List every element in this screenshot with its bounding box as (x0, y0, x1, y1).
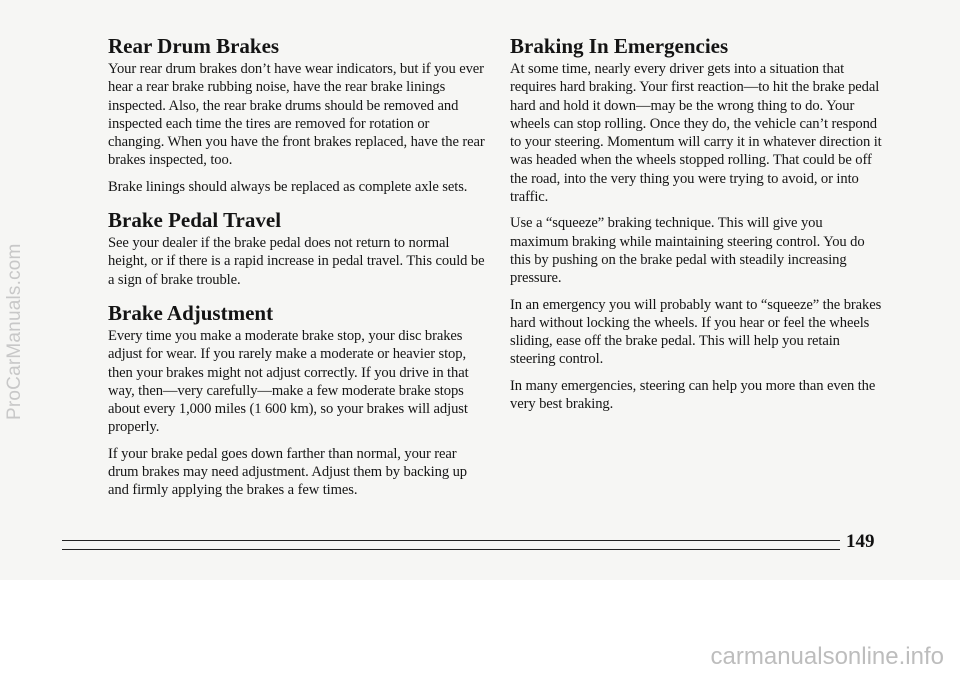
emergencies-paragraph-2: Use a “squeeze” braking technique. This will give you maximum braking while maintaining steering control. You do this by pushing on the brake pedal with steadily increasing pressure. (510, 215, 865, 287)
right-column (510, 34, 882, 421)
rear-drum-brakes-paragraph-1: Your rear drum brakes don’t have wear indicators, but if you ever hear a rear brake rubbing noise, have the rear brake linings inspected. Also, the rear brake drums should be removed and inspected each time the tires are removed for rotation or changing. When you have the front brakes replaced, have the rear brakes inspected, too. (108, 61, 485, 169)
rear-drum-brakes-heading: Rear Drum Brakes (108, 34, 280, 58)
emergencies-paragraph-1: At some time, nearly every driver gets into a situation that requires hard braking. Your first reaction—to hit the brake pedal hard and hold it down—may be the wrong thing to do. Your wheels can stop rolling. Once they do, the vehicle can’t respond to your steering. Momentum will carry it in whatever direction it was headed when the wheels stopped rolling. That could be off the road, into the very thing you were trying to avoid, or into traffic. (510, 61, 882, 206)
brake-adjustment-heading: Brake Adjustment (108, 300, 274, 325)
brake-pedal-travel-heading: Brake Pedal Travel (108, 208, 282, 233)
side-watermark: ProCarManuals.com (4, 243, 25, 420)
footer-double-rule (62, 540, 840, 550)
braking-in-emergencies-heading: Braking In Emergencies (510, 34, 729, 58)
brake-adjustment-paragraph-2: If your brake pedal goes down farther than normal, your rear drum brakes may need adjustment. Adjust them by backing up and firmly applying the brakes a few times. (108, 445, 467, 499)
emergencies-paragraph-4: In many emergencies, steering can help you more than even the very best braking. (510, 377, 876, 413)
brake-adjustment-paragraph-1: Every time you make a moderate brake stop, your disc brakes adjust for wear. If you rarely make a moderate or heavier stop, then your brakes might not adjust correctly. If you drive in that way, then—very carefully—make a few moderate brake stops about every 1,000 miles (1 600 km), so your brakes will adjust properly. (108, 327, 469, 436)
bottom-watermark: carmanualsonline.info (710, 643, 944, 670)
rear-drum-brakes-paragraph-2: Brake linings should always be replaced as complete axle sets. (108, 178, 468, 195)
page-number: 149 (846, 531, 875, 552)
left-column (108, 34, 488, 508)
emergencies-paragraph-3: In an emergency you will probably want to “squeeze” the brakes hard without locking the wheels. If you hear or feel the wheels sliding, ease off the brake pedal. This will help you retain steering control. (510, 296, 882, 368)
brake-pedal-travel-paragraph: See your dealer if the brake pedal does not return to normal height, or if there is a rapid increase in pedal travel. This could be a sign of brake trouble. (108, 235, 485, 288)
